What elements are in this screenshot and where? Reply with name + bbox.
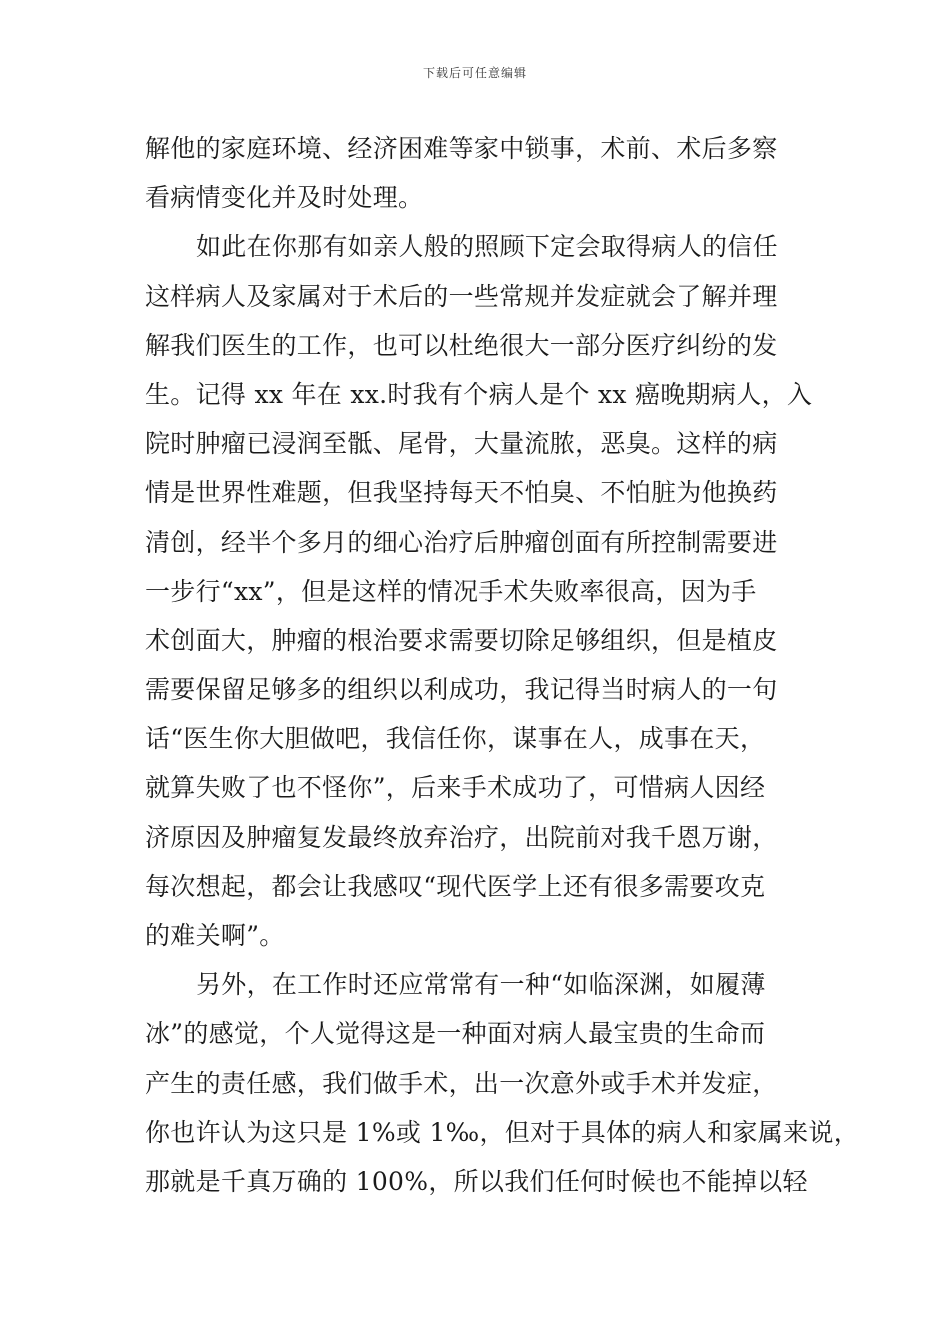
text-line: 一步行“xx”，但是这样的情况手术失败率很高，因为手: [145, 576, 757, 606]
text-line: 院时肿瘤已浸润至骶、尾骨，大量流脓，恶臭。这样的病: [145, 429, 778, 459]
text-line: 那就是千真万确的 100%，所以我们任何时候也不能掉以轻: [145, 1166, 808, 1196]
text-line: 解他的家庭环境、经济困难等家中锁事，术前、术后多察: [145, 134, 778, 163]
paragraph: [145, 960, 860, 1206]
text-line: 术创面大，肿瘤的根治要求需要切除足够组织，但是植皮: [145, 625, 778, 655]
text-line: 看病情变化并及时处理。: [145, 183, 424, 213]
text-line: 话“医生你大胆做吧，我信任你，谋事在人，成事在天，: [145, 724, 766, 754]
text-line: 需要保留足够多的组织以利成功，我记得当时病人的一句: [145, 675, 778, 705]
text-line: 你也许认为这只是 1%或 1‰，但对于具体的病人和家属来说，: [145, 1117, 860, 1147]
text-line: 生。记得 xx 年在 xx.时我有个病人是个 xx 癌晚期病人，入: [145, 379, 813, 409]
text-line: 的难关啊”。: [145, 921, 285, 950]
paragraph: [145, 222, 825, 960]
text-line: 冰”的感觉，个人觉得这是一种面对病人最宝贵的生命而: [145, 1019, 766, 1049]
text-line: 这样病人及家属对于术后的一些常规并发症就会了解并理: [145, 281, 778, 311]
text-line: 清创，经半个多月的细心治疗后肿瘤创面有所控制需要进: [145, 527, 778, 557]
text-line: 产生的责任感，我们做手术，出一次意外或手术并发症，: [145, 1068, 778, 1098]
text-line: 每次想起，都会让我感叹“现代医学上还有很多需要攻克: [145, 871, 766, 901]
text-line: 情是世界性难题，但我坚持每天不怕臭、不怕脏为他换药: [145, 478, 778, 508]
page-header: 下载后可任意编辑: [422, 66, 527, 80]
text-line: 如此在你那有如亲人般的照顾下定会取得病人的信任: [196, 232, 778, 262]
text-line: 济原因及肿瘤复发最终放弃治疗，出院前对我千恩万谢，: [145, 822, 778, 852]
document-body: [145, 124, 860, 1206]
text-line: 就算失败了也不怪你”，后来手术成功了，可惜病人因经: [145, 773, 766, 803]
text-line: 解我们医生的工作，也可以杜绝很大一部分医疗纠纷的发: [145, 330, 778, 360]
paragraph: [145, 124, 825, 222]
text-line: 另外，在工作时还应常常有一种“如临深渊，如履薄: [196, 970, 766, 1000]
